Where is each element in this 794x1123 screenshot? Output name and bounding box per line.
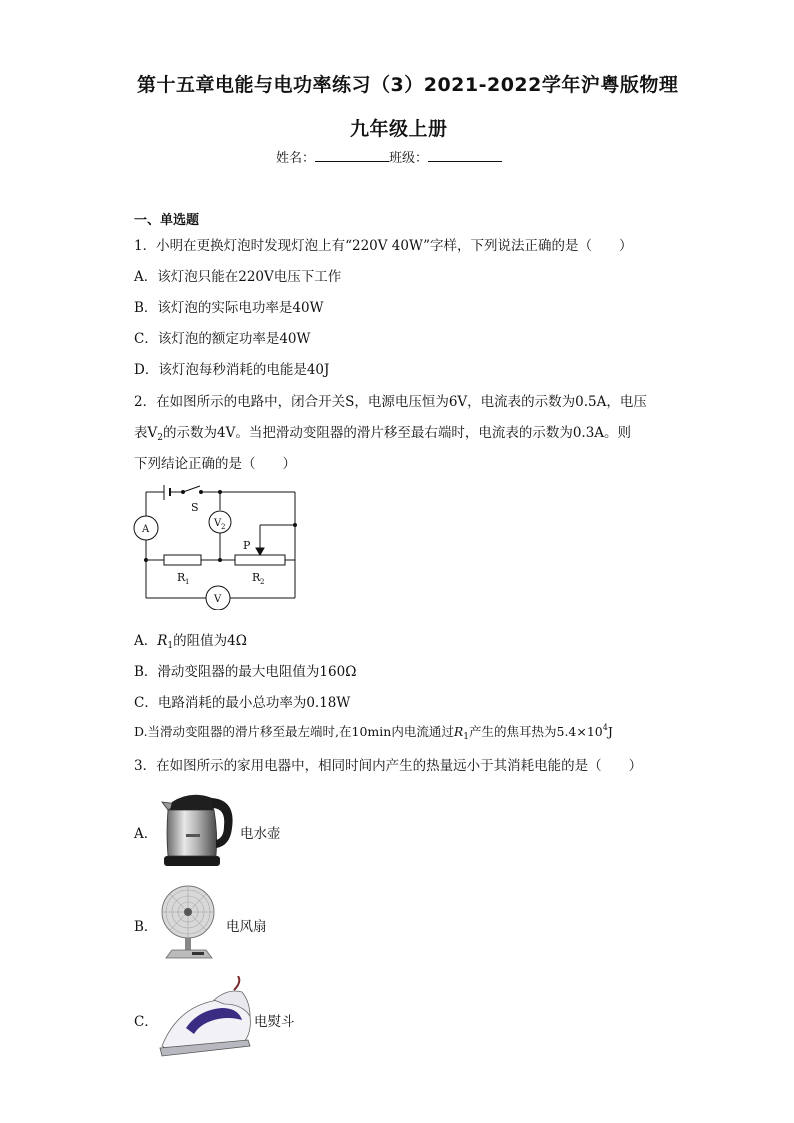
electric-iron-image bbox=[158, 976, 254, 1058]
r2-resistor bbox=[235, 555, 285, 565]
q2-stem-line2: 表$V_2$的示数为4V。当把滑动变阻器的滑片移至最右端时，电流表的示数为0.3A。则 bbox=[134, 425, 632, 443]
name-label: 姓名： bbox=[276, 151, 316, 166]
switch-label: S bbox=[191, 501, 199, 514]
q1-option-a: A．该灯泡只能在220V电压下工作 bbox=[134, 269, 342, 285]
class-label: 班级： bbox=[389, 151, 429, 166]
q2-option-c: C．电路消耗的最小总功率为0.18W bbox=[134, 695, 351, 711]
slider-arrow bbox=[256, 548, 264, 555]
v2-label-main: V bbox=[214, 518, 222, 529]
q1-option-d: D．该灯泡每秒消耗的电能是40J bbox=[134, 362, 330, 378]
doc-title-line2: 九年级上册 bbox=[350, 118, 448, 140]
electric-fan-image bbox=[156, 882, 226, 962]
q2-option-b: B．滑动变阻器的最大电阻值为160Ω bbox=[134, 664, 357, 680]
r1-resistor bbox=[164, 555, 201, 565]
q2-option-d: D.当滑动变阻器的滑片移至最左端时,在10min内电流通过$R_1$产生的焦耳热为$5.4\times 10^4J$ bbox=[134, 723, 613, 742]
voltmeter-label: V bbox=[214, 594, 222, 605]
r2-label-sub: 2 bbox=[260, 578, 265, 586]
q3-option-b-label: 电风扇 bbox=[226, 919, 267, 935]
q2-stem-line3: 下列结论正确的是（ ） bbox=[134, 456, 296, 472]
q3-option-b-letter: B． bbox=[134, 919, 158, 935]
q3-option-a-label: 电水壶 bbox=[240, 826, 281, 842]
q1-option-c: C．该灯泡的额定功率是40W bbox=[134, 331, 311, 347]
q1-option-b: B．该灯泡的实际电功率是40W bbox=[134, 300, 324, 316]
circuit-diagram bbox=[130, 480, 305, 610]
q3-option-c-letter: C． bbox=[134, 1014, 158, 1030]
section-heading: 一、单选题 bbox=[134, 213, 200, 228]
q1-stem: 1．小明在更换灯泡时发现灯泡上有“220V 40W”字样，下列说法正确的是（ ） bbox=[134, 238, 633, 254]
class-blank bbox=[428, 149, 502, 162]
name-blank bbox=[315, 149, 389, 162]
r1-label-sub: 1 bbox=[185, 578, 190, 586]
student-info bbox=[276, 147, 502, 166]
slider-label: P bbox=[243, 539, 251, 552]
q3-option-c-label: 电熨斗 bbox=[254, 1014, 295, 1030]
q3-stem: 3．在如图所示的家用电器中，相同时间内产生的热量远小于其消耗电能的是（ ） bbox=[134, 758, 643, 774]
ammeter-label: A bbox=[142, 524, 150, 535]
v2-label-sub: 2 bbox=[221, 523, 226, 531]
q2-option-a: A．$R_1$的阻值为4Ω bbox=[134, 633, 247, 651]
q2-stem-line1: 2．在如图所示的电路中，闭合开关S，电源电压恒为6V，电流表的示数为0.5A，电压 bbox=[134, 394, 647, 410]
r1-label-main: R bbox=[177, 571, 186, 584]
q3-option-a-letter: A． bbox=[134, 826, 158, 842]
doc-title-line1: 第十五章电能与电功率练习（3）2021-2022学年沪粤版物理 bbox=[137, 74, 679, 96]
switch-blade bbox=[183, 486, 200, 492]
r2-label-main: R bbox=[252, 571, 261, 584]
electric-kettle-image bbox=[158, 788, 240, 870]
